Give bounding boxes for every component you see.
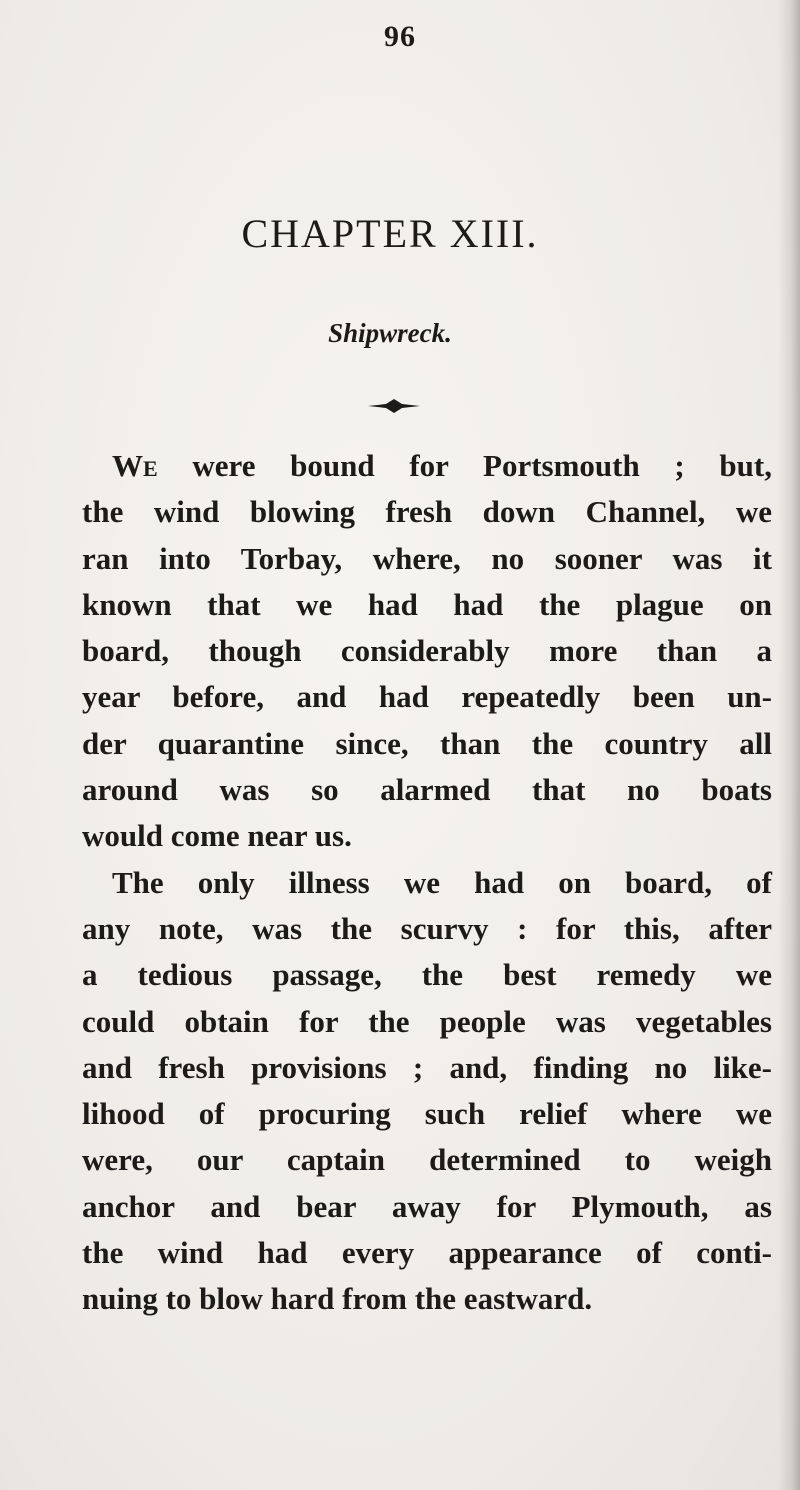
text-line: the wind blowing fresh down Channel, we: [82, 494, 772, 530]
text-line: known that we had had the plague on: [82, 586, 772, 622]
text-line: the wind had every appearance of conti-: [82, 1235, 772, 1271]
text-line: year before, and had repeatedly been un-: [82, 679, 772, 715]
text-line: could obtain for the people was vegetables: [82, 1003, 772, 1039]
text-line: ran into Torbay, where, no sooner was it: [82, 540, 772, 576]
text-line: lihood of procuring such relief where we: [82, 1096, 772, 1132]
page-number: 96: [384, 20, 416, 53]
text-line-rest: were bound for Portsmouth ; but,: [157, 448, 772, 483]
chapter-subtitle: Shipwreck.: [328, 318, 452, 348]
text-line: were, our captain determined to weigh: [82, 1142, 772, 1178]
text-line: The only illness we had on board, of: [112, 864, 772, 900]
body-text: [82, 443, 772, 1323]
text-line: would come near us.: [82, 818, 352, 854]
chapter-title: CHAPTER XIII.: [241, 211, 539, 256]
text-line: [82, 443, 772, 489]
drop-word: We: [112, 448, 158, 483]
page-edge-shadow: [778, 0, 800, 1490]
text-line: nuing to blow hard from the eastward.: [82, 1281, 593, 1317]
text-line: board, though considerably more than a: [82, 633, 772, 669]
text-line: anchor and bear away for Plymouth, as: [82, 1188, 772, 1224]
text-line: any note, was the scurvy : for this, after: [82, 910, 772, 946]
text-line: der quarantine since, than the country all: [82, 725, 772, 761]
ornament-divider-icon: [366, 398, 422, 414]
text-line: around was so alarmed that no boats: [82, 772, 772, 808]
text-line: a tedious passage, the best remedy we: [82, 957, 772, 993]
text-line: and fresh provisions ; and, finding no like-: [82, 1049, 772, 1085]
